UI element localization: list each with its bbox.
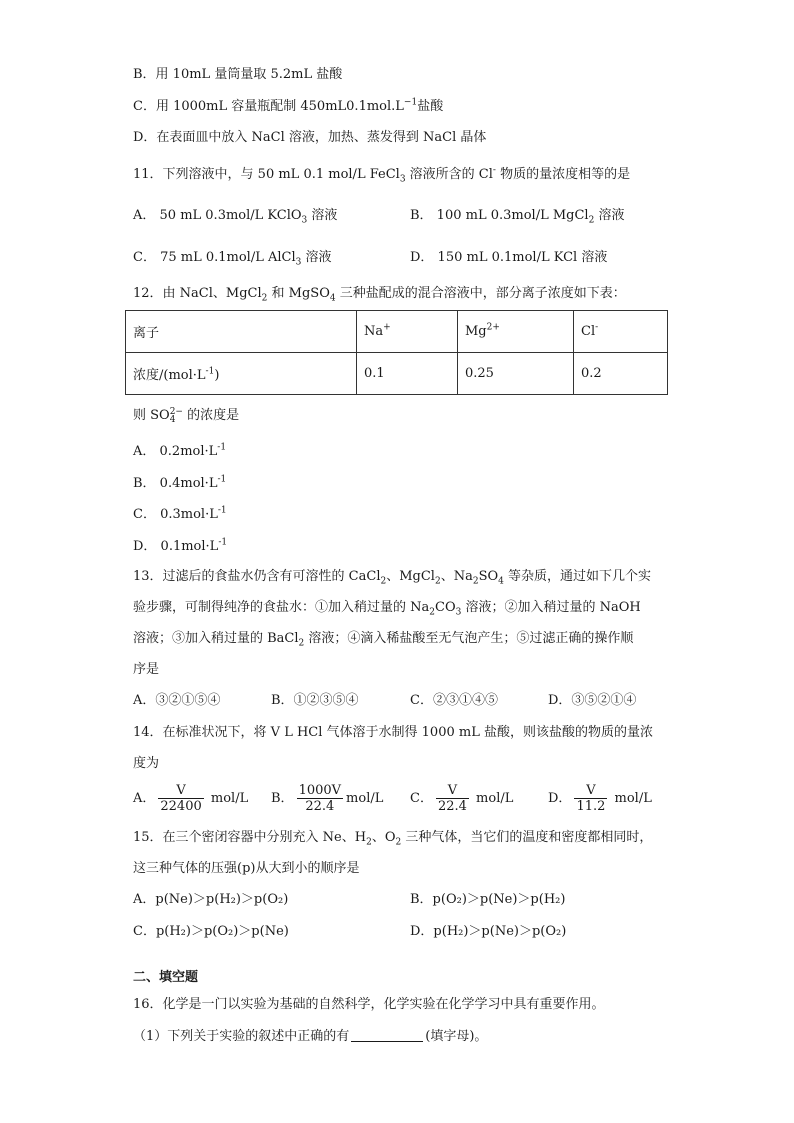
- fraction: $\frac{V}{11.2}$: [576, 783, 606, 814]
- q11-option-b: B． 100 mL 0.3mol/L MgCl$_2$ 溶液: [410, 208, 625, 226]
- q11-stem: 11．下列溶液中，与 50 mL 0.1 mol/L FeCl$_3$ 溶液所含的 Cl- 物质的量浓度相等的是: [133, 165, 631, 185]
- ion-concentration-table: [125, 310, 668, 395]
- q13-option-d: D．③⑤②①④: [548, 693, 637, 708]
- q15-stem-line2: 这三种气体的压强(p)从大到小的顺序是: [133, 861, 360, 876]
- q13-stem-line3: 溶液；③加入稍过量的 BaCl$_2$ 溶液；④滴入稀盐酸至无气泡产生；⑤过滤正确的操作顺: [133, 631, 634, 649]
- fraction: $\frac{V}{22.4}$: [437, 783, 467, 814]
- q13-option-a: A．③②①⑤④: [133, 693, 221, 708]
- fraction: $\frac{V}{22400}$: [160, 783, 202, 814]
- fraction: $\frac{1000V}{22.4}$: [298, 783, 342, 814]
- q12-sulfate-question: 则 SO 2− 4 的浓度是: [133, 406, 240, 425]
- q12-option-b: B． $0.4mol\cdot L^{-1}$: [133, 474, 227, 491]
- q14-option-a: A． $\frac{V}{22400}$ mol/L: [133, 783, 249, 814]
- q13-option-c: C．②③①④⑤: [410, 693, 498, 708]
- q11-option-d: D． 150 mL 0.1mol/L KCl 溶液: [410, 250, 608, 265]
- q14-stem-line2: 度为: [133, 756, 160, 771]
- q12-option-d: D． $0.1mol\cdot L^{-1}$: [133, 537, 228, 554]
- q14-option-c: C． $\frac{V}{22.4}$ mol/L: [410, 783, 514, 814]
- q14-option-b: B． $\frac{1000V}{22.4}$ mol/L: [271, 783, 384, 814]
- q15-option-d: D．p(H₂)＞p(Ne)＞p(O₂): [410, 924, 567, 939]
- table-cell: 0.25: [458, 353, 574, 395]
- q15-option-c: C．p(H₂)＞p(O₂)＞p(Ne): [133, 924, 289, 939]
- q14-stem-line1: 14．在标准状况下，将 V L HCl 气体溶于水制得 1000 mL 盐酸，则该盐酸的物质的量浓: [133, 725, 653, 740]
- table-cell: 浓度$/(mol\cdot L^{-1})$: [126, 353, 357, 395]
- q15-stem-line1: 15．在三个密闭容器中分别充入 Ne、$H_2$、$O_2$ 三种气体，当它们的温度和密度都相同时，: [133, 830, 653, 848]
- table-cell: $Mg^{2+}$: [458, 311, 574, 353]
- q14-option-d: D． $\frac{V}{11.2}$ mol/L: [548, 783, 652, 814]
- q10-option-c: C．用 1000mL 容量瓶配制 $450mL0.1mol.L^{-1}$盐酸: [133, 97, 444, 114]
- section-heading: 二、填空题: [133, 970, 199, 985]
- q13-stem-line4: 序是: [133, 662, 160, 677]
- table-cell: 0.2: [574, 353, 668, 395]
- table-cell: 离子: [126, 311, 357, 353]
- q16-stem: 16．化学是一门以实验为基础的自然科学，化学实验在化学学习中具有重要作用。: [133, 997, 605, 1012]
- q10-option-d: D．在表面皿中放入 NaCl 溶液，加热、蒸发得到 NaCl 晶体: [133, 130, 487, 145]
- q13-stem-line1: 13．过滤后的食盐水仍含有可溶性的 CaCl$_2$、MgCl$_2$、$Na_2SO_4$ 等杂质，通过如下几个实: [133, 569, 652, 587]
- answer-blank[interactable]: [351, 1027, 423, 1042]
- table-cell: Na+: [357, 311, 458, 353]
- table-row: [126, 353, 668, 395]
- q12-option-a: A． $0.2mol\cdot L^{-1}$: [133, 442, 227, 459]
- table-cell: Cl-: [574, 311, 668, 353]
- q12-option-c: C． $0.3mol\cdot L^{-1}$: [133, 505, 227, 522]
- q11-option-a: A． 50 mL 0.3mol/L KClO$_3$ 溶液: [133, 208, 338, 226]
- q15-option-a: A．p(Ne)＞p(H₂)＞p(O₂): [133, 892, 289, 907]
- q11-option-c: C． 75 mL 0.1mol/L AlCl$_3$ 溶液: [133, 250, 332, 268]
- q13-stem-line2: 验步骤，可制得纯净的食盐水：①加入稍过量的 $Na_2CO_3$ 溶液；②加入稍过量的 NaOH: [133, 600, 641, 618]
- table-cell: 0.1: [357, 353, 458, 395]
- q13-option-b: B．①②③⑤④: [271, 693, 359, 708]
- q15-option-b: B．p(O₂)＞p(Ne)＞p(H₂): [410, 892, 566, 907]
- q10-option-b: B．用 10mL 量筒量取 5.2mL 盐酸: [133, 67, 343, 82]
- table-row: [126, 311, 668, 353]
- q16-part1: （1）下列关于实验的叙述中正确的有 (填字母)。: [133, 1029, 488, 1044]
- q12-stem: 12．由 NaCl、MgCl$_2$ 和 MgSO$_4$ 三种盐配成的混合溶液中，部分离子浓度如下表：: [133, 286, 626, 304]
